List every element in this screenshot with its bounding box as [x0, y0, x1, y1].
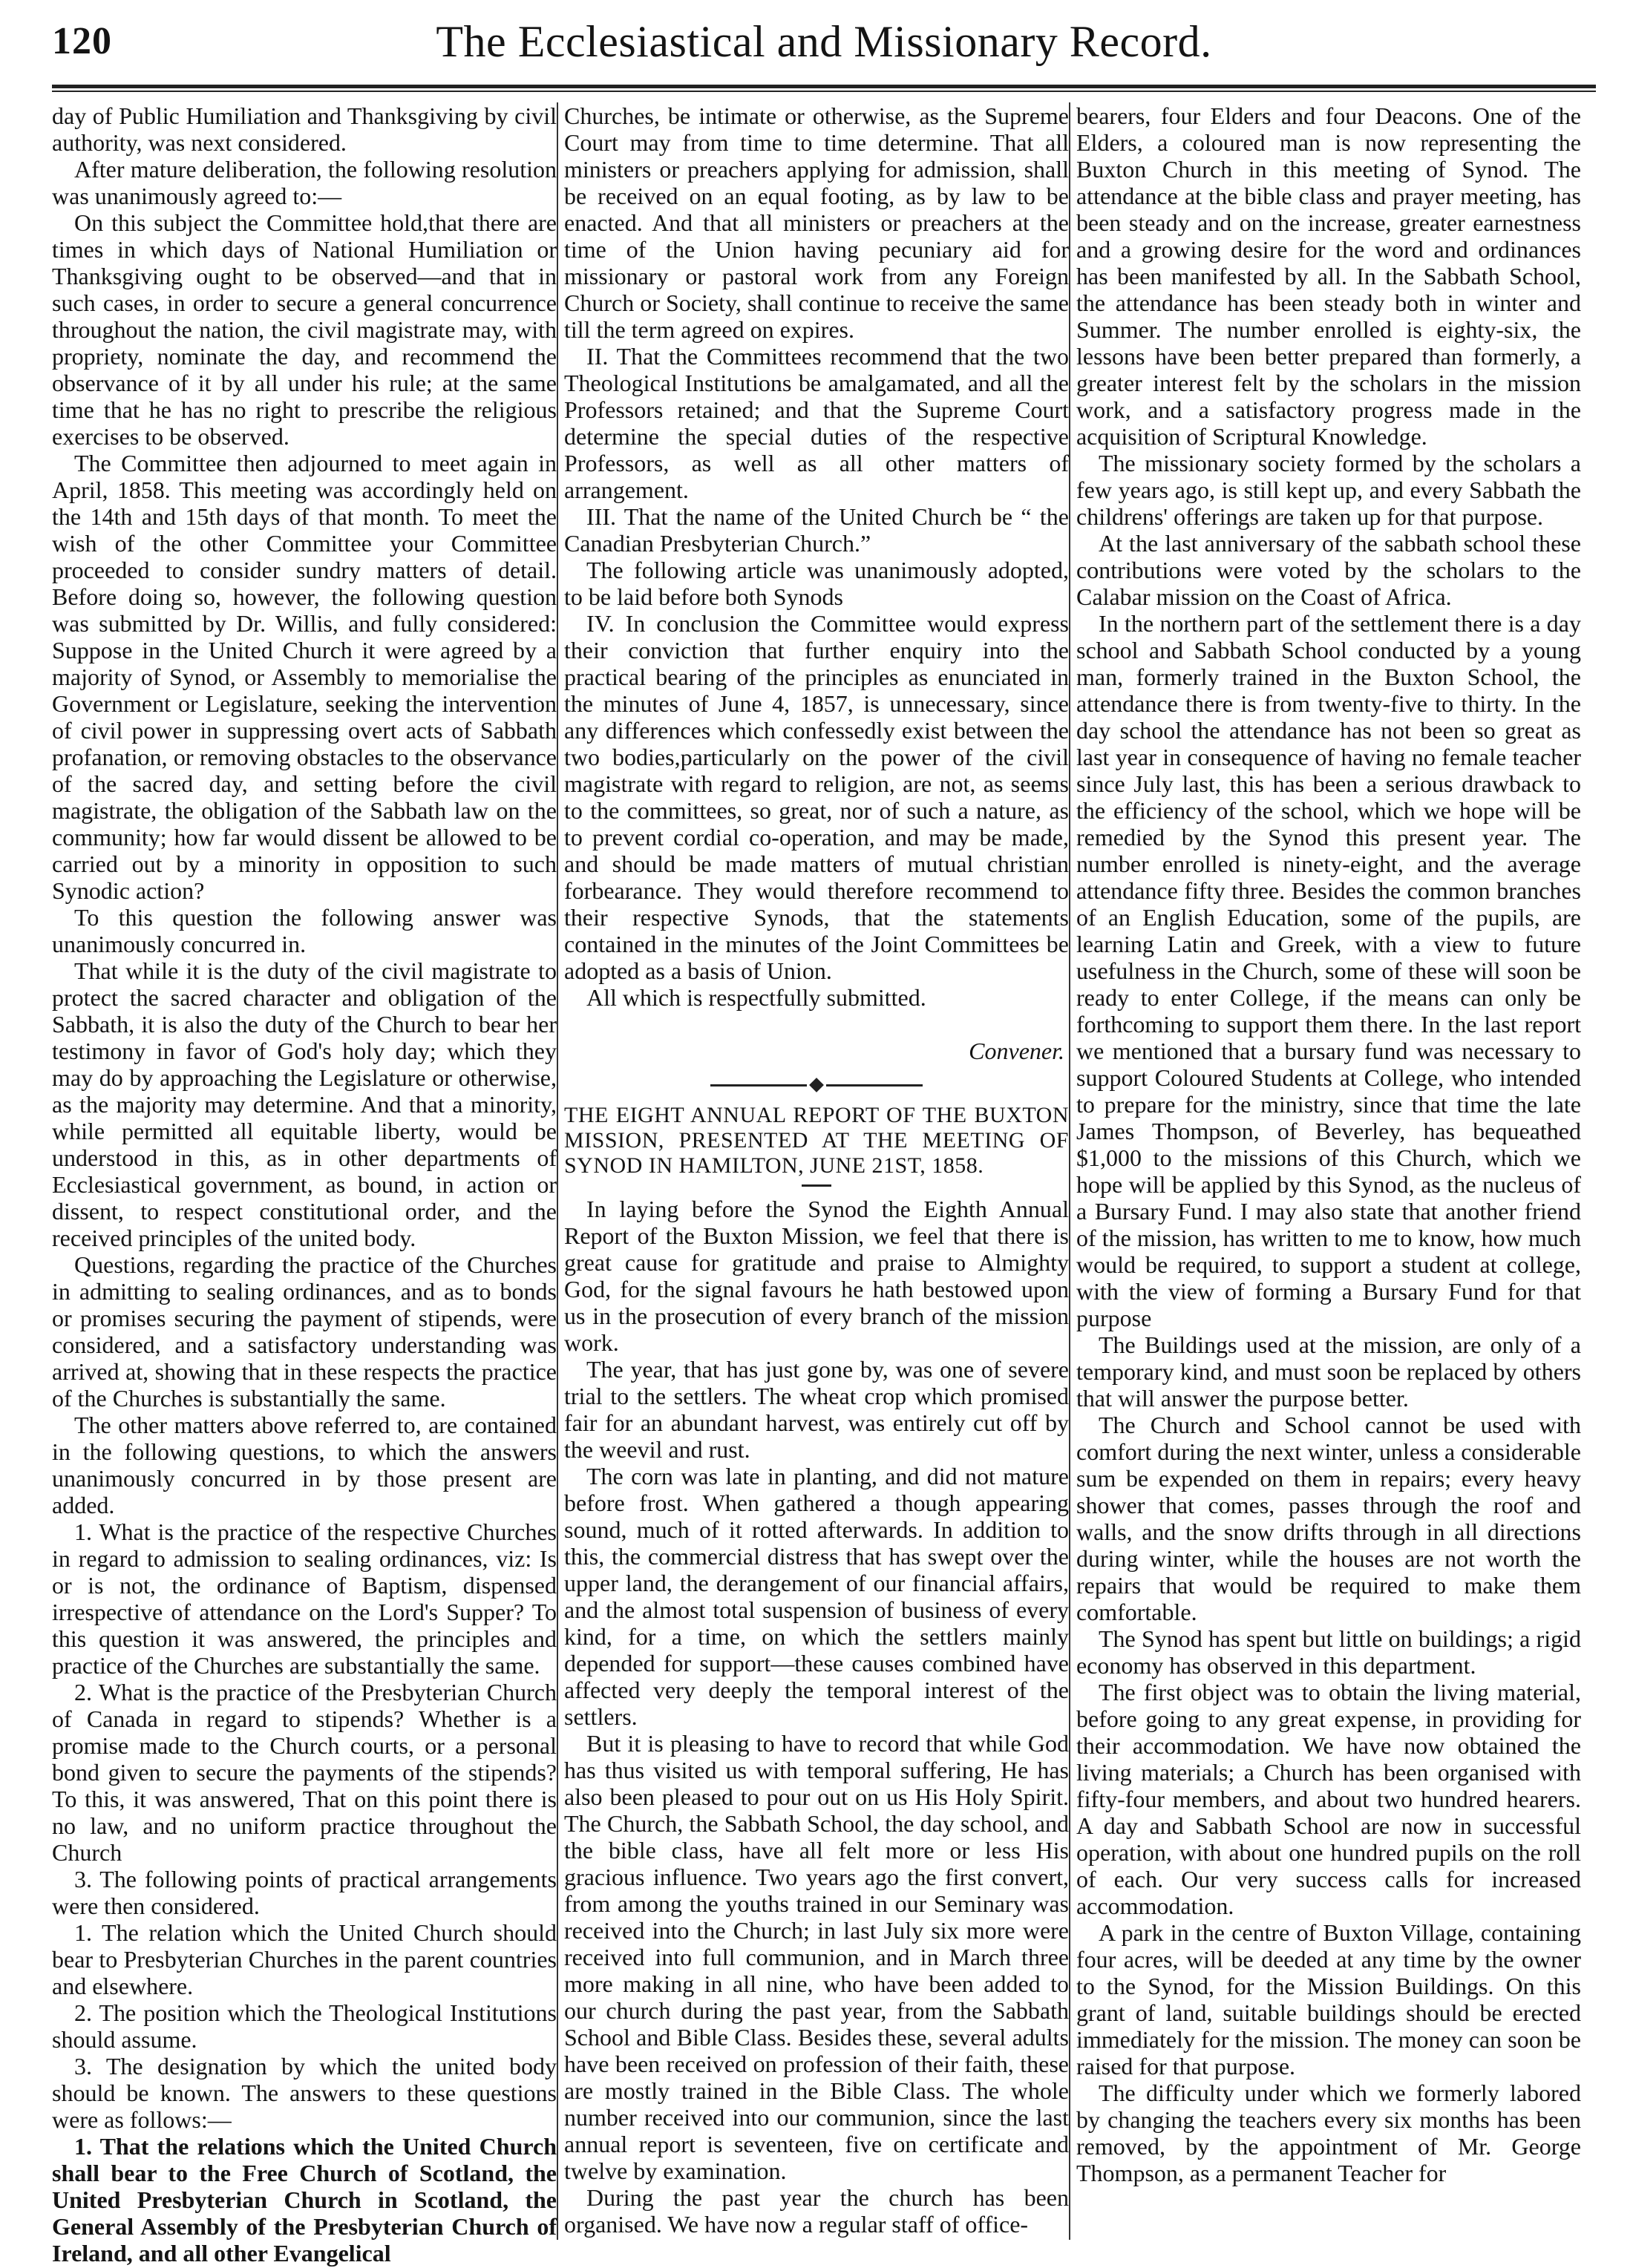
paragraph: Questions, regarding the practice of the Churches in admitting to sealing ordinances, and as to bonds or promises securing the payment of stipends, were considered, and a satisfactory understanding was arrived at, showing that in these respects the practice of the Churches is substantially the same.: [52, 1251, 557, 1412]
numbered-item: 2. The position which the Theological Institutions should assume.: [52, 1999, 557, 2053]
paragraph: In laying before the Synod the Eighth Annual Report of the Buxton Mission, we feel that there is great cause for gratitude and praise to Almighty God, for the signal favours he hath bestowed upon us in the prosecution of every branch of the mission work.: [564, 1196, 1069, 1356]
divider-ornament: [809, 1078, 824, 1092]
paragraph: The other matters above referred to, are contained in the following questions, to which the answers unanimously concurred in by those present are added.: [52, 1412, 557, 1518]
page-header: [52, 16, 1596, 83]
paragraph: On this subject the Committee hold,that there are times in which days of National Humiliation or Thanksgiving ought to be observed—and that in such cases, in order to secure a general concurrence throughout the nation, the civil magistrate may, with propriety, nominate the day, and recommend the observance of it by all under his rule; at the same time that he has no right to prescribe the religious exercises to be observed.: [52, 209, 557, 450]
numbered-item: 1. That the relations which the United Church shall bear to the Free Church of Scotland, the United Presbyterian Church in Scotland, the General Assembly of the Presbyterian Church of Ireland, and all other Evangelical: [52, 2133, 557, 2267]
numbered-item: 3. The following points of practical arrangements were then considered.: [52, 1866, 557, 1919]
paragraph: At the last anniversary of the sabbath school these contributions were voted by the scholars to the Calabar mission on the Coast of Africa.: [1076, 530, 1581, 610]
paragraph: day of Public Humiliation and Thanksgiving by civil authority, was next considered.: [52, 102, 557, 156]
section-divider: [564, 1079, 1069, 1091]
paragraph: That while it is the duty of the civil magistrate to protect the sacred character and obligation of the Sabbath, it is also the duty of the Church to bear her testimony in favor of God's holy day; which they may do by approaching the Legislature or otherwise, as the majority may determine. And that a minority, while permitted all equitable liberty, would be understood in this, as in other departments of Ecclesiastical government, as bound, in action or dissent, to respect constitutional order, and the received principles of the united body.: [52, 957, 557, 1251]
report-heading: THE EIGHT ANNUAL REPORT OF THE BUXTON MISSION, PRESENTED AT THE MEETING OF SYNOD IN HAMILTON, JUNE 21ST, 1858.: [564, 1103, 1069, 1178]
paragraph: The following article was unanimously adopted, to be laid before both Synods: [564, 557, 1069, 610]
paragraph: bearers, four Elders and four Deacons. One of the Elders, a coloured man is now representing the Buxton Church in this meeting of Synod. The attendance at the bible class and prayer meeting, has been steady and on the increase, greater earnestness and a growing desire for the word and ordinances has been manifested by all. In the Sabbath School, the attendance has been steady both in winter and Summer. The number enrolled is eighty-six, the lessons have been better prepared than formerly, a greater interest felt by the scholars in the mission work, and a satisfactory progress made in the acquisition of Scriptural Knowledge.: [1076, 102, 1581, 450]
paragraph: Churches, be intimate or otherwise, as the Supreme Court may from time to time determine. That all ministers or preachers applying for admission, shall be received on an equal footing, as by law to be enacted. And that all ministers or preachers at the time of the Union having pecuniary aid for missionary or pastoral work from any Foreign Church or Society, shall continue to receive the same till the term agreed on expires.: [564, 102, 1069, 343]
paragraph: The Church and School cannot be used with comfort during the next winter, unless a considerable sum be expended on them in repairs; every heavy shower that comes, passes through the roof and walls, and the snow drifts through in all directions during winter, while the houses are not worth the repairs that would be required to make them comfortable.: [1076, 1412, 1581, 1625]
paragraph: The year, that has just gone by, was one of severe trial to the settlers. The wheat crop which promised fair for an abundant harvest, was entirely cut off by the weevil and rust.: [564, 1356, 1069, 1463]
paragraph: All which is respectfully submitted.: [586, 984, 926, 1011]
paragraph: The first object was to obtain the living material, before going to any great expense, in providing for their accommodation. We have now obtained the living materials; a Church has been organised with fifty-four members, and about two hundred hearers. A day and Sabbath School are now in successful operation, with about one hundred pupils on the roll of each. Our very success calls for increased accommodation.: [1076, 1679, 1581, 1919]
paragraph: The missionary society formed by the scholars a few years ago, is still kept up, and every Sabbath the childrens' offerings are taken up for that purpose.: [1076, 450, 1581, 530]
paragraph: To this question the following answer was unanimously concurred in.: [52, 904, 557, 957]
paragraph: During the past year the church has been organised. We have now a regular staff of office-: [564, 2184, 1069, 2238]
paragraph: IV. In conclusion the Committee would express their conviction that further enquiry into the practical bearing of the principles as enunciated in the minutes of June 4, 1857, is unnecessary, since any differences which confessedly exist between the two bodies,particularly on the power of the civil magistrate with regard to religion, are not, as seems to the committees, so great, nor of such a nature, as to prevent cordial co-operation, and may be made, and should be made matters of mutual christian forbearance. They would therefore recommend to their respective Synods, that the statements contained in the minutes of the Joint Committees be adopted as a basis of Union.: [564, 610, 1069, 984]
paragraph: II. That the Committees recommend that the two Theological Institutions be amalgamated, and all the Professors retained; and that the Supreme Court determine the special duties of the respective Professors, as well as all other matters of arrangement.: [564, 343, 1069, 503]
paragraph: The difficulty under which we formerly labored by changing the teachers every six months has been removed, by the appointment of Mr. George Thompson, as a permanent Teacher for: [1076, 2079, 1581, 2186]
header-rule: [52, 85, 1596, 92]
paragraph: In the northern part of the settlement there is a day school and Sabbath School conducted by a young man, formerly trained in the Buxton School, the attendance there is from twenty-five to thirty. In the day school the attendance has not been so great as last year in consequence of having no female teacher since July last, this has been a serious drawback to the efficiency of the school, which we hope will be remedied by the Synod this present year. The number enrolled is ninety-eight, and the average attendance fifty three. Besides the common branches of an English Education, some of the pupils, are learning Latin and Greek, with a view to future usefulness in the Church, some of these will soon be ready to enter College, if the means can only be forthcoming to support them there. In the last report we mentioned that a bursary fund was necessary to support Coloured Students at College, who intended to prepare for the ministry, since that time the late James Thompson, of Beverley, has bequeathed $1,000 to the missions of this Church, which we hope will be applied by this Synod, as the nucleus of a Bursary Fund. I may also state that another friend of the mission, has written to me to know, how much would be required, to support a student at college, with the view of forming a Bursary Fund for that purpose: [1076, 610, 1581, 1331]
paragraph: The Committee then adjourned to meet again in April, 1858. This meeting was accordingly held on the 14th and 15th days of that month. To meet the wish of the other Committee your Committee proceeded to consider sundry matters of detail. Before doing so, however, the following question was submitted by Dr. Willis, and fully considered: Suppose in the United Church it were agreed by a majority of Synod, or Assembly to memorialise the Government or Legislature, seeking the intervention of civil power in suppressing overt acts of Sabbath profanation, or removing obstacles to the observance of the sacred day, and setting before the civil magistrate, the obligation of the Sabbath law on the community; how far would dissent be allowed to be carried out by a minority in opposition to such Synodic action?: [52, 450, 557, 904]
convener-signoff: Convener.: [969, 1038, 1064, 1064]
short-rule: [802, 1184, 831, 1187]
column-2: [564, 102, 1069, 2240]
running-title: The Ecclesiastical and Missionary Record.: [436, 17, 1212, 66]
column-rule: [1069, 102, 1070, 2240]
column-1: [52, 102, 557, 2267]
numbered-item: 1. What is the practice of the respective Churches in regard to admission to sealing ordinances, viz: Is or is not, the ordinance of Baptism, dispensed irrespective of attendance on the Lord's Supper? To this question it was answered, the principles and practice of the Churches are substantially the same.: [52, 1518, 557, 1679]
divider-bar: [826, 1084, 923, 1087]
column-rule: [557, 102, 558, 2240]
paragraph: After mature deliberation, the following resolution was unanimously agreed to:—: [52, 156, 557, 209]
paragraph: The Buildings used at the mission, are only of a temporary kind, and must soon be replaced by others that will answer the purpose better.: [1076, 1331, 1581, 1412]
paragraph: But it is pleasing to have to record that while God has thus visited us with temporal suffering, He has also been pleased to pour out on us His Holy Spirit. The Church, the Sabbath School, the day school, and the bible class, have all felt more or less His gracious influence. Two years ago the first convert, from among the youths trained in our Seminary was received into the Church; in last July six more were received into full communion, and in March three more making in all nine, who have been added to our church during the past year, from the Sabbath School and Bible Class. Besides these, several adults have been received on profession of their faith, these are mostly trained in the Bible Class. The whole number received into our communion, since the last annual report is seventeen, five on certificate and twelve by examination.: [564, 1730, 1069, 2184]
paragraph: III. That the name of the United Church be “ the Canadian Presbyterian Church.”: [564, 503, 1069, 557]
numbered-item: 2. What is the practice of the Presbyterian Church of Canada in regard to stipends? Whether is a promise made to the Church courts, or a personal bond given to secure the payments of the stipends? To this, it was answered, That on this point there is no law, and no uniform practice throughout the Church: [52, 1679, 557, 1866]
column-3: [1076, 102, 1581, 2240]
paragraph: The corn was late in planting, and did not mature before frost. When gathered a though appearing sound, much of it rotted afterwards. In addition to this, the commercial distress that has swept over the upper land, the derangement of our financial affairs, and the almost total suspension of business of every kind, for a time, on which the settlers mainly depended for support—these causes combined have affected very deeply the temporal interest of the settlers.: [564, 1463, 1069, 1730]
paragraph: A park in the centre of Buxton Village, containing four acres, will be deeded at any time by the owner to the Synod, for the Mission Buildings. On this grant of land, suitable buildings should be erected immediately for the mission. The money can soon be raised for that purpose.: [1076, 1919, 1581, 2079]
page-number: 120: [52, 20, 112, 62]
numbered-item: 3. The designation by which the united body should be known. The answers to these questions were as follows:—: [52, 2053, 557, 2133]
divider-bar: [710, 1084, 807, 1087]
numbered-item: 1. The relation which the United Church should bear to Presbyterian Churches in the parent countries and elsewhere.: [52, 1919, 557, 1999]
paragraph: The Synod has spent but little on buildings; a rigid economy has observed in this department.: [1076, 1625, 1581, 1679]
